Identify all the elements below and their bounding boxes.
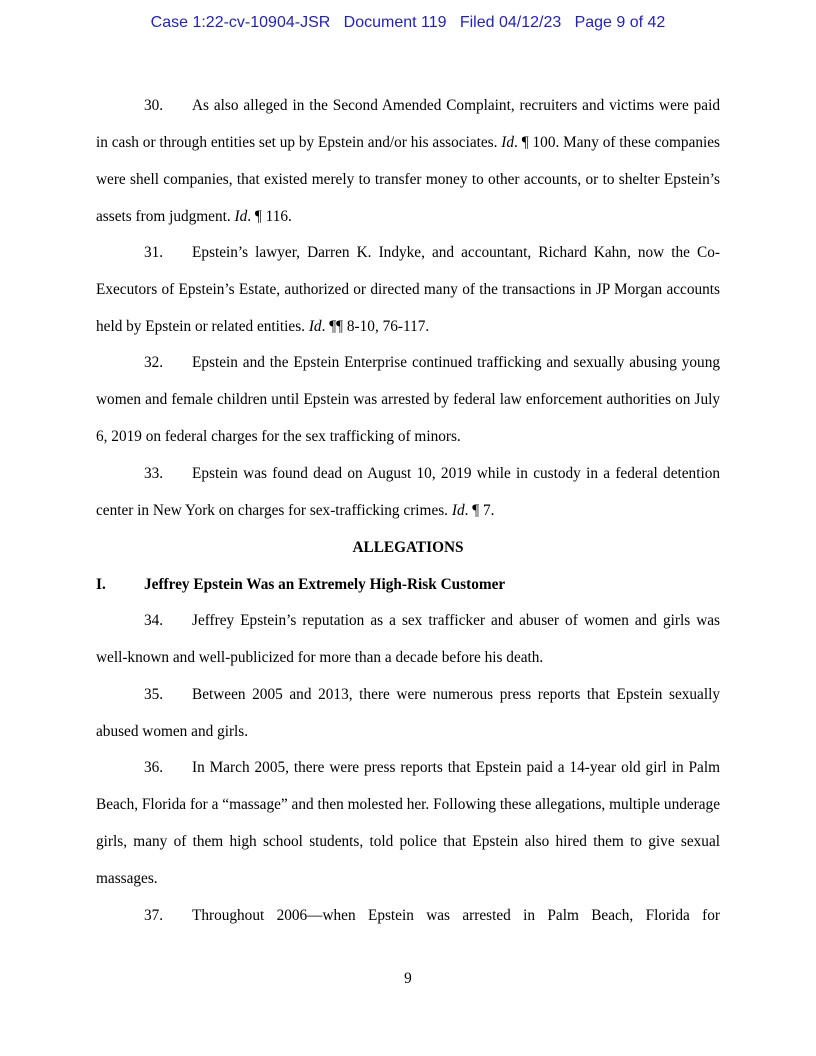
paragraph-number: 34.	[144, 612, 164, 629]
paragraph-text: Epstein’s lawyer, Darren K. Indyke, and accountant, Richard Kahn, now the Co-Executors of Epstein’s Estate, authorized or directed many of the transactions in JP Morgan accounts held by Epstein or related entities.	[96, 244, 720, 335]
paragraph-number: 37.	[144, 907, 164, 924]
paragraph-33	[96, 455, 720, 529]
subheading	[96, 566, 720, 603]
paragraph-text: Jeffrey Epstein’s reputation as a sex trafficker and abuser of women and girls was well-known and well-publicized for more than a decade before his death.	[96, 612, 720, 666]
paragraph-text: . ¶¶ 8-10, 76-117.	[321, 318, 430, 335]
paragraph-text: In March 2005, there were press reports that Epstein paid a 14-year old girl in Palm Beach, Florida for a “massage” and then molested her. Following these allegations, multiple underage girls, many of them high school students, told police that Epstein also hired them to give sexual massages.	[96, 759, 720, 887]
citation-id: Id	[308, 318, 322, 335]
paragraph-text: As also alleged in the Second Amended Complaint, recruiters and victims were paid in cash or through entities set up by Epstein and/or his associates.	[96, 97, 720, 151]
paragraph-37	[96, 897, 720, 934]
paragraph-number: 30.	[144, 97, 164, 114]
paragraph-32	[96, 344, 720, 455]
paragraph-text: . ¶ 100. Many of these companies were shell companies, that existed merely to transfer money to other accounts, or to shelter Epstein’s assets from judgment.	[96, 134, 721, 225]
page-number: 9	[404, 970, 412, 987]
paragraph-36	[96, 749, 720, 897]
paragraph-number: 35.	[144, 686, 164, 703]
paragraph-number: 33.	[144, 465, 164, 482]
paragraph-text: Epstein was found dead on August 10, 2019 while in custody in a federal detention center in New York on charges for sex-trafficking crimes.	[96, 465, 720, 519]
paragraph-number: 31.	[144, 244, 164, 261]
paragraph-number: 32.	[144, 354, 164, 371]
paragraph-text: Epstein and the Epstein Enterprise continued trafficking and sexually abusing young women and female children until Epstein was arrested by federal law enforcement authorities on July 6, 2019 on federal charges for the sex trafficking of minors.	[96, 354, 720, 445]
section-heading: ALLEGATIONS	[352, 539, 464, 556]
paragraph-number: 36.	[144, 759, 164, 776]
paragraph-text: Throughout 2006—when Epstein was arrested in Palm Beach, Florida for	[192, 907, 720, 924]
citation-id: Id	[234, 208, 248, 225]
paragraph-34	[96, 602, 720, 676]
subheading-title: Jeffrey Epstein Was an Extremely High-Risk Customer	[144, 576, 506, 593]
paragraph-text: . ¶ 116.	[247, 208, 292, 225]
paragraph-35	[96, 676, 720, 750]
citation-id: Id	[451, 502, 465, 519]
subheading-numeral: I.	[96, 576, 106, 593]
paragraph-text: . ¶ 7.	[464, 502, 495, 519]
paragraph-text: Between 2005 and 2013, there were numerous press reports that Epstein sexually abused women and girls.	[96, 686, 720, 740]
citation-id: Id	[501, 134, 515, 151]
paragraph-30	[96, 87, 720, 235]
case-header: Case 1:22-cv-10904-JSR Document 119 Filed 04/12/23 Page 9 of 42	[150, 14, 666, 31]
paragraph-31	[96, 234, 720, 345]
